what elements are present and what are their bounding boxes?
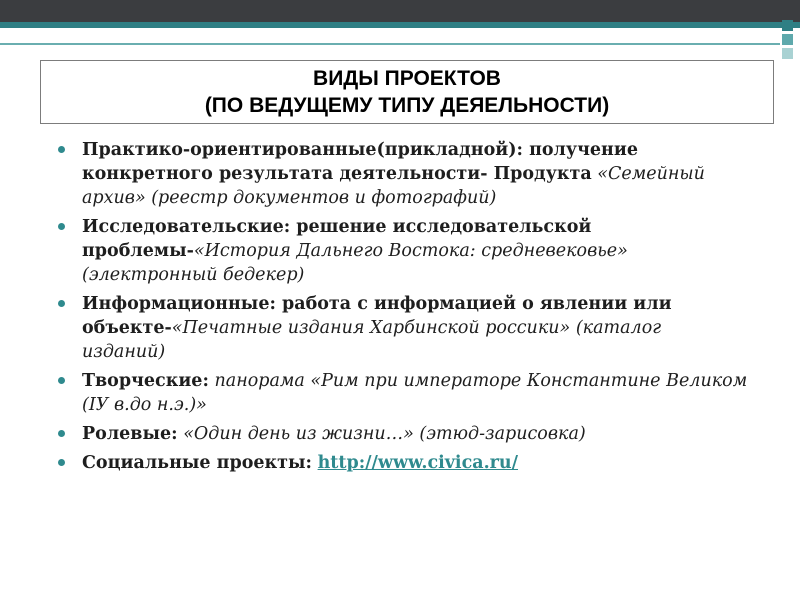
bullet-dot: [58, 300, 65, 307]
bullet-list: [58, 138, 748, 480]
decor-square-dark: [782, 20, 793, 31]
item-example: «Один день из жизни…» (этюд-зарисовка): [183, 424, 586, 444]
header-band: [0, 0, 800, 22]
bullet-dot: [58, 377, 65, 384]
item-term: Социальные проекты:: [82, 453, 312, 473]
list-item-practical: [58, 138, 748, 210]
list-item-informational: [58, 292, 748, 364]
bullet-dot: [58, 223, 65, 230]
decor-square-medium: [782, 34, 793, 45]
item-example: «Печатные издания Харбинской россики» (каталог изданий): [82, 318, 662, 362]
bullet-dot: [58, 430, 65, 437]
item-term: Творческие:: [82, 371, 209, 391]
bullet-dot: [58, 459, 65, 466]
header-accent-line: [0, 43, 780, 45]
title-line-2: (ПО ВЕДУЩЕМУ ТИПУ ДЕЯЕЛЬНОСТИ): [204, 94, 610, 117]
item-example: «Семейный архив» (реестр документов и фотографий): [82, 164, 705, 208]
list-item-creative: [58, 369, 748, 417]
item-term: Практико-ориентированные(прикладной): получение конкретного результата деятельности- Продукта: [82, 140, 638, 184]
list-item-social: [58, 451, 748, 475]
item-example: «История Дальнего Востока: средневековье» (электронный бедекер): [82, 241, 628, 285]
civica-link[interactable]: http://www.civica.ru/: [317, 453, 519, 473]
item-term: Исследовательские: решение исследовательской проблемы-: [82, 217, 592, 261]
bullet-dot: [58, 146, 65, 153]
title-line-1: ВИДЫ ПРОЕКТОВ: [313, 66, 501, 90]
item-term: Ролевые:: [82, 424, 178, 444]
list-item-research: [58, 215, 748, 287]
header-accent-band: [0, 22, 800, 28]
item-term: Информационные: работа с информацией о явлении или объекте-: [82, 294, 672, 338]
decor-square-light: [782, 48, 793, 59]
item-example: панорама «Рим при императоре Константине Великом (IУ в.до н.э.)»: [82, 371, 748, 415]
list-item-role: [58, 422, 748, 446]
slide-title: [40, 60, 774, 124]
